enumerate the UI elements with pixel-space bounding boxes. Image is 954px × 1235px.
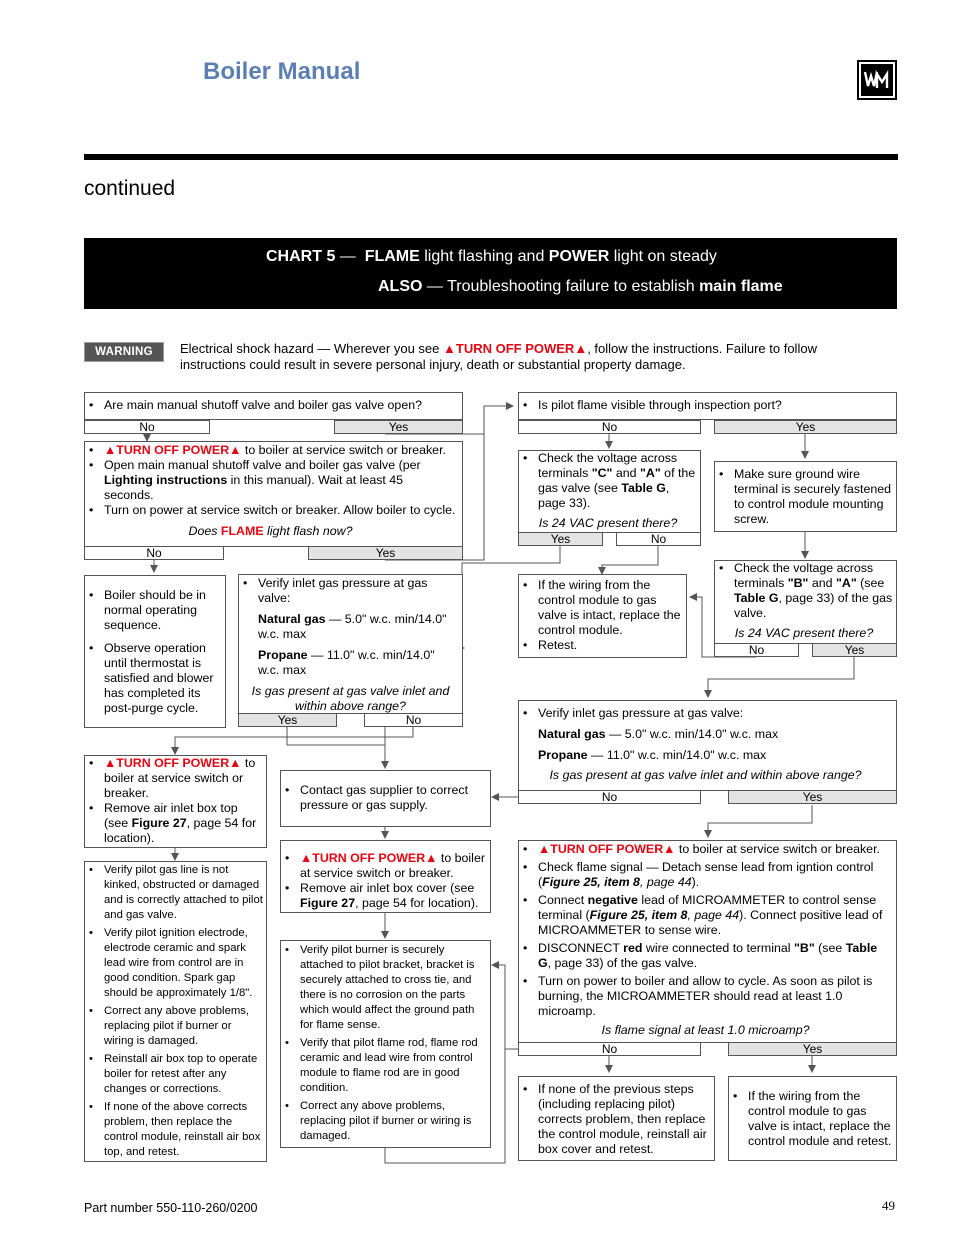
q-inlet-gas-left-yes: Yes <box>238 713 337 727</box>
q-valves-open: • Are main manual shutoff valve and boiler gas valve open? <box>84 392 463 420</box>
section-heading: continued <box>84 177 176 200</box>
contact-gas-supplier: • Contact gas supplier to correct pressure or gas supply. <box>280 770 491 827</box>
chart-banner <box>84 238 897 309</box>
warning-badge: WARNING <box>84 342 164 362</box>
q-flame-flash-yes: Yes <box>308 546 463 560</box>
q-flame-flash-no: No <box>84 546 224 560</box>
check-voltage-c-a: • Check the voltage across terminals "C" and "A" of the gas valve (see Table G, page 33). Is 24 VAC present there? <box>518 450 701 533</box>
q-24vac-ba-no: No <box>714 643 799 657</box>
wiring-intact-box: • If the wiring from the control module to gas valve is intact, replace the control module and retest. <box>728 1076 897 1161</box>
verify-pilot-gas-line: • Verify pilot gas line is not kinked, obstructed or damaged and is correctly attached to pilot and gas valve. • Verify pilot ignition electrode, electrode ceramic and spark lead wire from control are in good condition. Spark gap should be approximately 1/8". • Correct any above problems, replacing pilot if burner or wiring is damaged. • Reinstall air box top to operate boiler for retest after any changes or corrections. • If none of the above corrects problem, then replace the control module, reinstall air box top, and retest. <box>84 861 267 1162</box>
q-valves-open-yes: Yes <box>334 420 463 434</box>
warning-text: Electrical shock hazard — Wherever you see ▲TURN OFF POWER▲, follow the instructions. Failure to follow instructions could result in severe personal injury, death or substantial property damage. <box>180 341 817 372</box>
ground-wire-box: • Make sure ground wire terminal is securely fastened to control module mounting screw. <box>714 461 897 532</box>
header-rule <box>84 154 898 160</box>
q-inlet-gas-left-no: No <box>364 713 463 727</box>
remove-air-box-cover: • ▲TURN OFF POWER▲ to boiler at service switch or breaker. • Remove air inlet box cover (see Figure 27, page 54 for location). <box>280 840 491 913</box>
inlet-gas-right-box: • Verify inlet gas pressure at gas valve: Natural gas — 5.0" w.c. min/14.0" w.c. max Propane — 11.0" w.c. min/14.0" w.c. max Is gas present at gas valve inlet and within above range? <box>518 700 897 791</box>
q-24vac-ca-no: No <box>616 532 701 546</box>
flame-signal-box: • ▲TURN OFF POWER▲ to boiler at service switch or breaker. • Check flame signal — Detach sense lead from igntion control (Figure 25, item 8, page 44). • Connect negative lead of MICROAMMETER to control sense terminal (Figure 25, item 8, page 44). Connect positive lead of MICROAMMETER to sense wire. • DISCONNECT red wire connected to terminal "B" (see Table G, page 33) of the gas valve. • Turn on power to boiler and allow to cycle. As soon as pilot is burning, the MICROAMMETER should read at least 1.0 microamp. Is flame signal at least 1.0 microamp? <box>518 840 897 1043</box>
verify-pilot-burner: • Verify pilot burner is securely attached to pilot bracket, bracket is securely attached to cross tie, and there is no corrosion on the parts which would affect the ground path for flame sense. • Verify that pilot flame rod, flame rod ceramic and lead wire from control module to flame rod are in good condition. • Correct any above problems, replacing pilot if burner or wiring is damaged. <box>280 940 491 1148</box>
q-valves-open-no: No <box>84 420 210 434</box>
check-voltage-b-a: • Check the voltage across terminals "B" and "A" (see Table G, page 33) of the gas valve. Is 24 VAC present there? <box>714 560 897 644</box>
q-24vac-ca-yes: Yes <box>518 532 603 546</box>
banner-line-1: CHART 5 — FLAME light flashing and POWER light on steady <box>266 248 717 265</box>
normal-sequence-box: • Boiler should be in normal operating sequence. • Observe operation until thermostat is satisfied and blower has completed its post-purge cycle. <box>84 575 226 728</box>
part-number: Part number 550-110-260/0200 <box>84 1201 258 1215</box>
manual-title: Boiler Manual <box>203 58 361 85</box>
q-inlet-gas-right-yes: Yes <box>728 790 897 804</box>
q-flame-signal-yes: Yes <box>728 1042 897 1056</box>
q-flame-signal-no: No <box>518 1042 701 1056</box>
open-valves-box: • ▲TURN OFF POWER▲ to boiler at service switch or breaker. • Open main manual shutoff valve and boiler gas valve (per Lighting instructions in this manual). Wait at least 45 seconds. • Turn on power at service switch or breaker. Allow boiler to cycle. Does FLAME light flash now? <box>84 441 463 547</box>
q-inlet-gas-right-no: No <box>518 790 701 804</box>
q-24vac-ba-yes: Yes <box>812 643 897 657</box>
q-pilot-visible: • Is pilot flame visible through inspection port? <box>518 392 897 420</box>
inlet-gas-left-box: • Verify inlet gas pressure at gas valve: Natural gas — 5.0" w.c. min/14.0" w.c. max Propane — 11.0" w.c. min/14.0" w.c. max Is gas present at gas valve inlet and within above range? <box>238 574 463 714</box>
replace-control-module-final: • If none of the previous steps (including replacing pilot) corrects problem, then replace the control module, reinstall air box cover and retest. <box>518 1076 715 1161</box>
q-pilot-visible-no: No <box>518 420 701 434</box>
replace-control-module-retest: • If the wiring from the control module to gas valve is intact, replace the control module. • Retest. <box>518 574 687 658</box>
wm-logo <box>857 60 897 100</box>
page-number: 49 <box>882 1198 895 1213</box>
banner-line-2: ALSO — Troubleshooting failure to establish main flame <box>378 278 783 295</box>
q-pilot-visible-yes: Yes <box>714 420 897 434</box>
remove-air-box-top: • ▲TURN OFF POWER▲ to boiler at service switch or breaker. • Remove air inlet box top (see Figure 27, page 54 for location). <box>84 755 267 848</box>
